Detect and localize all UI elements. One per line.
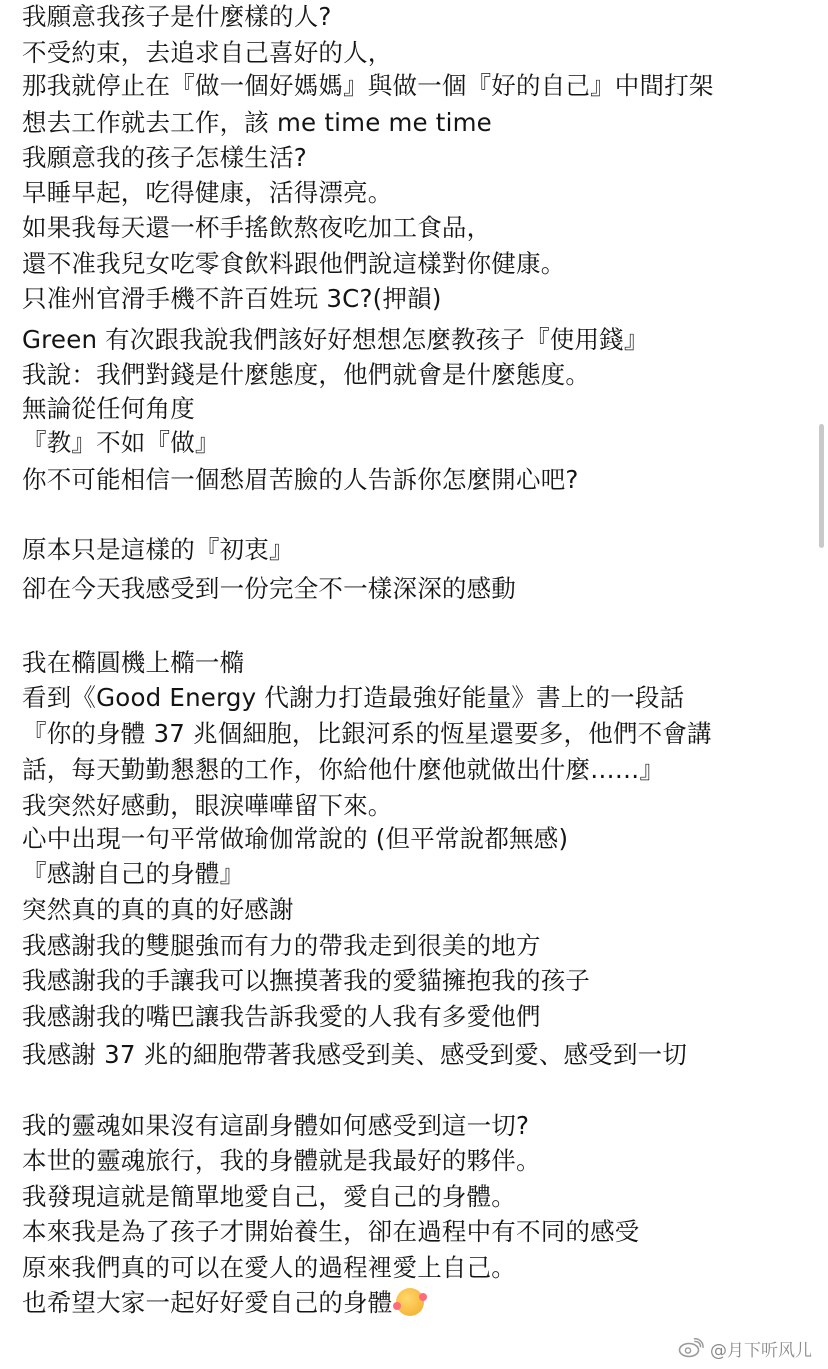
watermark-text: @月下听风儿	[710, 1340, 812, 1361]
text-line-last	[22, 1286, 424, 1320]
text-line: Green 有次跟我說我們該好好想想怎麼教孩子『使用錢』	[22, 325, 649, 354]
text-line: 我感謝我的手讓我可以撫摸著我的愛貓擁抱我的孩子	[22, 966, 591, 995]
text-line: 不受約束，去追求自己喜好的人，	[22, 38, 393, 67]
text-line: 『你的身體 37 兆個細胞，比銀河系的恆星還要多，他們不會講	[22, 719, 712, 748]
text-line: 我的靈魂如果沒有這副身體如何感受到這一切?	[22, 1111, 530, 1140]
text-line: 原來我們真的可以在愛人的過程裡愛上自己。	[22, 1253, 516, 1282]
text-line: 想去工作就去工作，該 me time me time	[22, 108, 492, 137]
text-line: 我願意我孩子是什麼樣的人?	[22, 2, 332, 31]
text-line: 只准州官滑手機不許百姓玩 3C?(押韻)	[22, 284, 442, 313]
text-line: 心中出現一句平常做瑜伽常說的 (但平常說都無感)	[22, 824, 569, 853]
text-line: 我願意我的孩子怎樣生活?	[22, 143, 307, 172]
text-line: 你不可能相信一個愁眉苦臉的人告訴你怎麼開心吧?	[22, 465, 579, 494]
text-line: 我感謝 37 兆的細胞帶著我感受到美、感受到愛、感受到一切	[22, 1040, 688, 1069]
text-line: 那我就停止在『做一個好媽媽』與做一個『好的自己』中間打架	[22, 71, 714, 100]
text-line: 原本只是這樣的『初衷』	[22, 535, 294, 564]
text-line: 我發現這就是簡單地愛自己，愛自己的身體。	[22, 1182, 516, 1211]
text-line: 突然真的真的真的好感謝	[22, 895, 294, 924]
text-line: 我突然好感動，眼淚嘩嘩留下來。	[22, 791, 393, 820]
text-line: 『感謝自己的身體』	[22, 859, 245, 888]
scrollbar[interactable]	[819, 424, 824, 548]
watermark	[678, 1335, 812, 1361]
text-line: 看到《Good Energy 代謝力打造最強好能量》書上的一段話	[22, 683, 685, 712]
text-line: 早睡早起，吃得健康，活得漂亮。	[22, 178, 393, 207]
text-line: 也希望大家一起好好愛自己的身體	[22, 1288, 393, 1317]
text-line: 『教』不如『做』	[22, 428, 220, 457]
smiling-face-with-hearts-icon	[396, 1288, 424, 1316]
text-line: 如果我每天還一杯手搖飲熬夜吃加工食品，	[22, 213, 492, 242]
text-line: 卻在今天我感受到一份完全不一樣深深的感動	[22, 574, 516, 603]
text-line: 本世的靈魂旅行，我的身體就是我最好的夥伴。	[22, 1146, 541, 1175]
text-line: 我說：我們對錢是什麼態度，他們就會是什麼態度。	[22, 360, 591, 389]
weibo-icon	[678, 1338, 704, 1358]
text-line: 我在橢圓機上橢一橢	[22, 648, 245, 677]
text-line: 我感謝我的嘴巴讓我告訴我愛的人我有多愛他們	[22, 1002, 541, 1031]
text-line: 話，每天勤勤懇懇的工作，你給他什麼他就做出什麼……』	[22, 755, 665, 784]
text-line: 無論從任何角度	[22, 394, 195, 423]
text-line: 本來我是為了孩子才開始養生，卻在過程中有不同的感受	[22, 1217, 640, 1246]
text-line: 還不准我兒女吃零食飲料跟他們說這樣對你健康。	[22, 249, 566, 278]
text-line: 我感謝我的雙腿強而有力的帶我走到很美的地方	[22, 931, 541, 960]
